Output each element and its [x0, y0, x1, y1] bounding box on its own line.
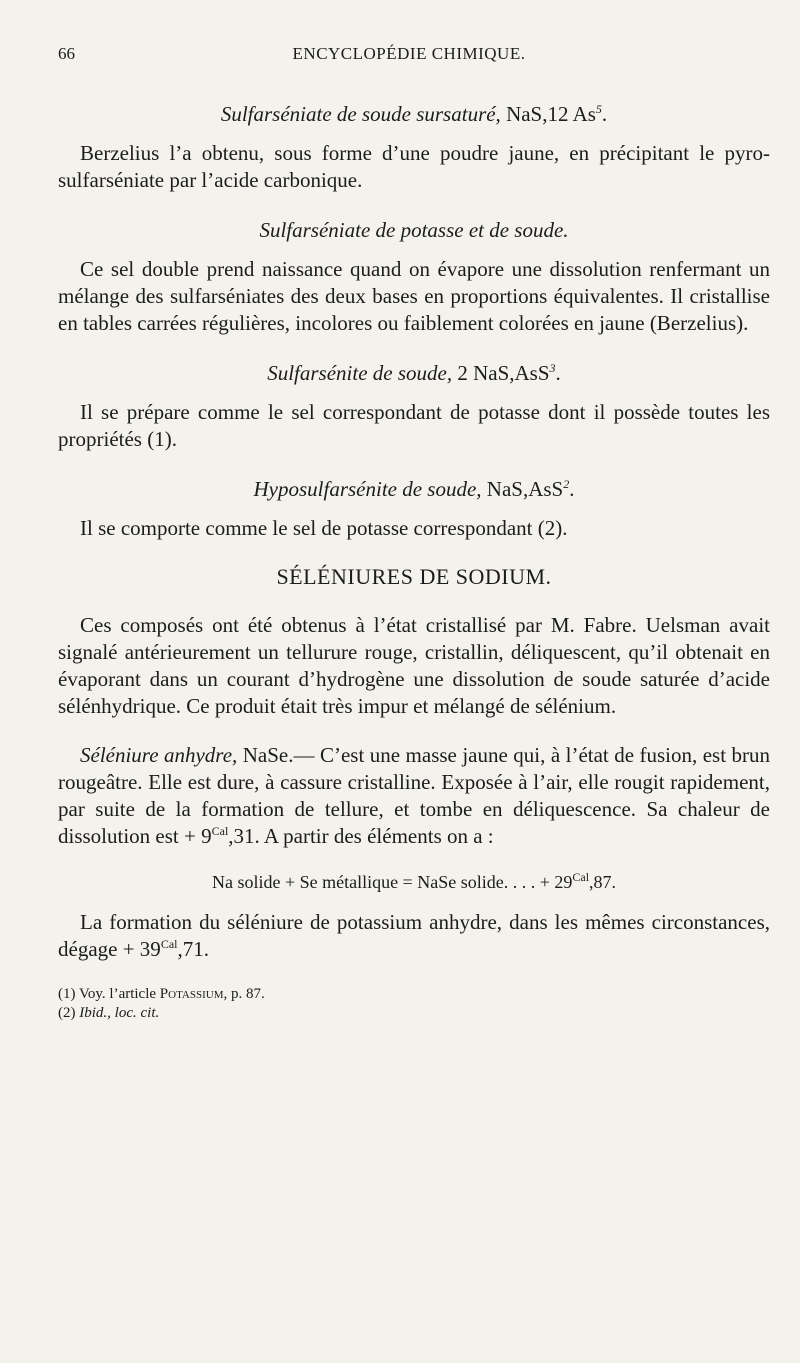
- paragraph-text: C’est une masse jaune qui, à l’état de fusion, est brun rougeâtre. Elle est dure, à cassure cristalline. Exposée à l’air, elle rougit rapidement, par suite de la formation de tellure, et tombe en déliquescence. Sa chaleur de dissolution est + 9: [58, 743, 771, 848]
- paragraph: Ces composés ont été obtenus à l’état cristallisé par M. Fabre. Uelsman avait signalé antérieurement un tellurure rouge, cristallin, déliquescent, qu’il obtenait en évaporant dans un courant d’hydrogène une dissolution de soude saturée d’acide sélénhydrique. Ce produit était très impur et mélangé de sélénium.: [58, 613, 770, 718]
- subheading-formula: NaSe.—: [242, 743, 315, 767]
- formula-end: .: [555, 361, 561, 385]
- footnote-text-end: , p. 87.: [223, 986, 265, 1002]
- heading-title: Sulfarséniate de potasse et de soude.: [259, 218, 569, 242]
- footnote-text: Voy. l’article: [78, 986, 157, 1002]
- footnotes: [58, 985, 770, 1023]
- paragraph: Il se comporte comme le sel de potasse correspondant (2).: [80, 516, 568, 540]
- heading-title: Sulfarsénite de soude,: [267, 361, 453, 385]
- paragraph: Ce sel double prend naissance quand on évapore une dissolution renfermant un mélange des sulfarséniates des deux bases en proportions équivalentes. Il cristallise en tables carrées régulières, incolores ou faiblement colorées en jaune (Berzelius).: [58, 257, 770, 335]
- main-section-title: SÉLÉNIURES DE SODIUM.: [276, 564, 552, 589]
- paragraph: Berzelius l’a obtenu, sous forme d’une poudre jaune, en précipitant le pyro-sulfarséniate par l’acide carbonique.: [58, 141, 770, 192]
- footnote-text: Ibid., loc. cit.: [79, 1005, 160, 1021]
- page-number: 66: [58, 44, 75, 63]
- formula-end: .: [601, 102, 608, 126]
- footnote-reference: Potassium: [159, 986, 224, 1002]
- section-heading: [58, 100, 770, 128]
- equation-text: Na solide + Se métallique = NaSe solide. . . . + 29: [211, 872, 573, 892]
- footnote-mark: (1): [58, 986, 76, 1002]
- running-title: ENCYCLOPÉDIE CHIMIQUE.: [292, 44, 526, 63]
- formula-superscript: 3: [549, 361, 556, 375]
- heading-formula: 2 NaS,AsS: [457, 361, 550, 385]
- page-content: [58, 100, 770, 1023]
- paragraph-text-end: ,31. A partir des éléments on a :: [228, 824, 494, 848]
- section-heading: [58, 475, 770, 503]
- footnote: [58, 985, 770, 1004]
- subheading: Séléniure anhydre,: [80, 743, 238, 767]
- unit-superscript: Cal: [211, 824, 229, 838]
- formula-end: .: [569, 477, 575, 501]
- paragraph: [58, 909, 770, 963]
- page-header: [58, 44, 760, 74]
- footnote: [58, 1004, 770, 1023]
- equation-end: ,87.: [589, 872, 617, 892]
- section-heading: [58, 216, 770, 244]
- heading-title: Sulfarséniate de soude sursaturé,: [220, 102, 501, 126]
- formula-superscript: 2: [563, 477, 570, 491]
- unit-superscript: Cal: [160, 937, 178, 951]
- heading-formula: NaS,AsS: [486, 477, 564, 501]
- paragraph: [58, 742, 770, 850]
- equation: [58, 872, 770, 893]
- paragraph: Il se prépare comme le sel correspondant de potasse dont il possède toutes les propriétés (1).: [58, 400, 770, 451]
- heading-formula: NaS,12 As: [506, 102, 596, 126]
- paragraph-text: La formation du séléniure de potassium anhydre, dans les mêmes circonstances, dégage + 39: [58, 910, 770, 961]
- unit-superscript: Cal: [572, 870, 590, 884]
- heading-title: Hyposulfarsénite de soude,: [253, 477, 482, 501]
- formula-superscript: 5: [595, 102, 602, 116]
- section-heading: [58, 359, 770, 387]
- paragraph-text-end: ,71.: [177, 937, 209, 961]
- footnote-mark: (2): [58, 1005, 76, 1021]
